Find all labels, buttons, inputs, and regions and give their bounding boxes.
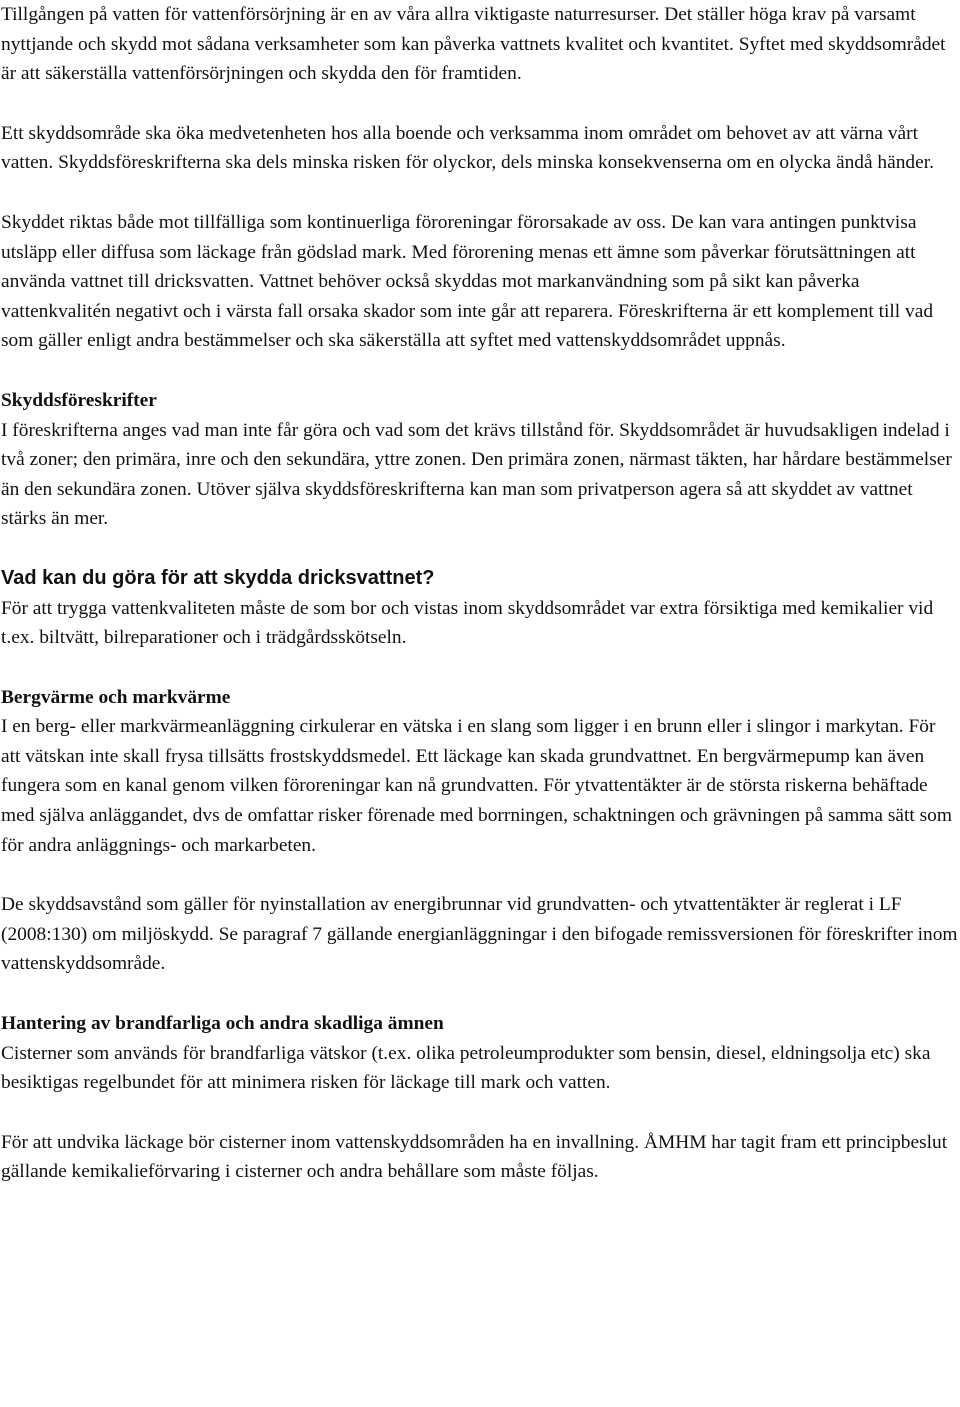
spacer bbox=[1, 653, 959, 683]
geothermal-distances-paragraph: De skyddsavstånd som gäller för nyinstallation av energibrunnar vid grundvatten- och ytvattentäkter är reglerat i LF (2008:130) om miljöskydd. Se paragraf 7 gällande energianläggningar i den bifogade remissversionen för föreskrifter inom vattenskyddsområde. bbox=[1, 894, 958, 975]
protection-paragraph: Skyddet riktas både mot tillfälliga som kontinuerliga föroreningar förorsakade av oss. De kan vara antingen punktvisa utsläpp eller diffusa som läckage från gödslad mark. Med förorening menas ett ämne som påverkar förutsättningen att använda vattnet till dricksvatten. Vattnet behöver också skyddas mot markanvändning som på sikt kan påverka vattenkvalitén negativt och i värsta fall orsaka skador som inte går att reparera. Föreskrifterna är ett komplement till vad som gäller enligt andra bestämmelser och ska säkerställa att syftet med vattenskyddsområdet uppnås. bbox=[1, 211, 934, 352]
spacer bbox=[1, 356, 959, 386]
hazardous-paragraph: Cisterner som används för brandfarliga vätskor (t.ex. olika petroleumprodukter som bensin, diesel, eldningsolja etc) ska besiktigas regelbundet för att minimera risken för läckage till mark och vatten. bbox=[1, 1042, 931, 1094]
spacer bbox=[1, 979, 959, 1009]
intro-paragraph: Tillgången på vatten för vattenförsörjning är en av våra allra viktigaste naturresurser. Det ställer höga krav på varsamt nyttjande och skydd mot sådana verksamheter som kan påverka vattnets kvalitet och kvantitet. Syftet med skyddsområdet är att säkerställa vattenförsörjningen och skydda den för framtiden. bbox=[1, 4, 946, 85]
spacer bbox=[1, 1098, 959, 1128]
geothermal-paragraph: I en berg- eller markvärmeanläggning cirkulerar en vätska i en slang som ligger i en brunn eller i slingor i markytan. För att vätskan inte skall frysa tillsätts frostskyddsmedel. Ett läckage kan skada grundvattnet. En bergvärmepump kan även fungera som en kanal genom vilken föroreningar kan nå grundvatten. För ytvattentäkter är de största riskerna behäftade med själva anläggandet, dvs de omfattar risker förenade med borrningen, schaktningen och grävningen på samma sätt som för andra anläggnings- och markarbeten. bbox=[1, 716, 952, 856]
regulations-heading: Skyddsföreskrifter bbox=[1, 389, 157, 411]
spacer bbox=[1, 178, 959, 208]
geothermal-heading: Bergvärme och markvärme bbox=[1, 686, 231, 708]
hazardous-heading: Hantering av brandfarliga och andra skadliga ämnen bbox=[1, 1013, 444, 1035]
spacer bbox=[1, 534, 959, 564]
what-you-can-do-heading: Vad kan du göra för att skydda dricksvattnet? bbox=[1, 566, 435, 589]
spacer bbox=[1, 89, 959, 119]
regulations-paragraph: I föreskrifterna anges vad man inte får göra och vad som det krävs tillstånd för. Skyddsområdet är huvudsakligen indelad i två zoner; den primära, inre och den sekundära, yttre zonen. Den primära zonen, närmast täkten, har hårdare bestämmelser än den sekundära zonen. Utöver själva skyddsföreskrifterna kan man som privatperson agera så att skyddet av vattnet stärks än mer. bbox=[1, 419, 952, 530]
what-you-can-do-paragraph: För att trygga vattenkvaliteten måste de som bor och vistas inom skyddsområdet var extra försiktiga med kemikalier vid t.ex. biltvätt, bilreparationer och i trädgårdsskötseln. bbox=[1, 597, 934, 649]
spacer bbox=[1, 860, 959, 890]
awareness-paragraph: Ett skyddsområde ska öka medvetenheten hos alla boende och verksamma inom området om behovet av att värna vårt vatten. Skyddsföreskrifterna ska dels minska risken för olyckor, dels minska konsekvenserna om en olycka ändå händer. bbox=[1, 122, 934, 174]
hazardous-tanks-paragraph: För att undvika läckage bör cisterner inom vattenskyddsområden ha en invallning. ÅMHM har tagit fram ett principbeslut gällande kemikalieförvaring i cisterner och andra behållare som måste följas. bbox=[1, 1131, 948, 1183]
